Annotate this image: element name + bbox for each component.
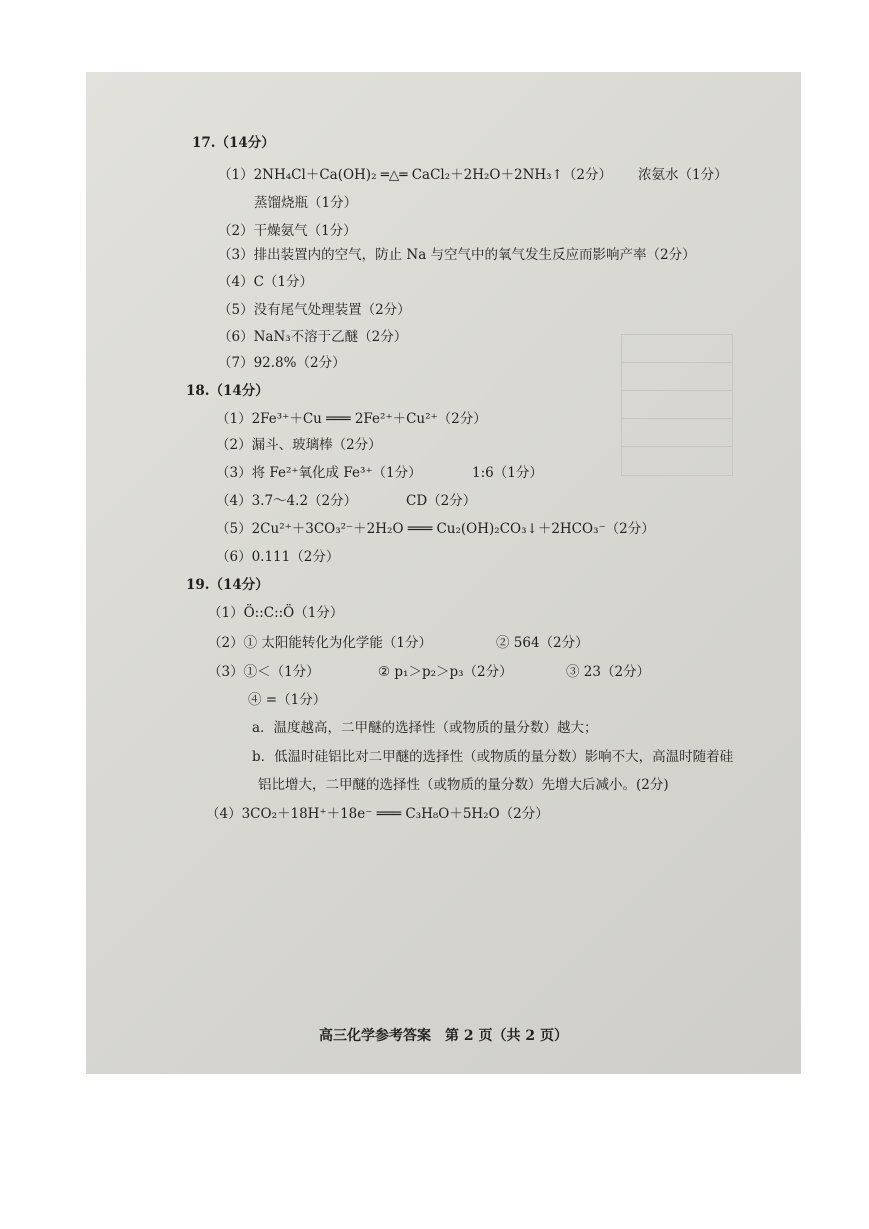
q18-line-1: （1）2Fe³⁺＋Cu ═══ 2Fe²⁺＋Cu²⁺（2分） xyxy=(216,411,487,427)
q18-line-3: （3）将 Fe²⁺氧化成 Fe³⁺（1分） xyxy=(216,465,422,481)
q17-line-3: （2）干燥氨气（1分） xyxy=(218,223,357,239)
q19-line-2b: ② 564（2分） xyxy=(496,635,589,651)
q18-line-4b: CD（2分） xyxy=(406,493,477,509)
q17-line-4: （3）排出装置内的空气，防止 Na 与空气中的氧气发生反应而影响产率（2分） xyxy=(218,247,696,263)
q19-line-3: （3）①＜（1分） xyxy=(208,664,320,680)
q17-line-7: （6）NaN₃不溶于乙醚（2分） xyxy=(218,329,408,345)
q19-line-5: （4）3CO₂＋18H⁺＋18e⁻ ═══ C₃H₈O＋5H₂O（2分） xyxy=(206,806,549,822)
q18-line-2: （2）漏斗、玻璃棒（2分） xyxy=(216,437,382,453)
q18-line-6: （6）0.111（2分） xyxy=(216,549,340,565)
q19-line-4: ④ =（1分） xyxy=(248,692,327,708)
q19-line-b2: 铝比增大，二甲醚的选择性（或物质的量分数）先增大后减小。(2分) xyxy=(258,777,669,793)
q17-title: 17.（14分） xyxy=(192,135,275,151)
bleed-through-text xyxy=(516,138,648,155)
q19-line-b1: b．低温时硅铝比对二甲醚的选择性（或物质的量分数）影响不大，高温时随着硅 xyxy=(252,749,734,765)
page-footer: 高三化学参考答案 第 2 页（共 2 页） xyxy=(319,1028,568,1044)
q18-line-3b: 1:6（1分） xyxy=(472,465,543,481)
q17-line-5: （4）C（1分） xyxy=(218,274,314,290)
q17-line-1b: 浓氨水（1分） xyxy=(638,167,728,183)
bleed-through-table xyxy=(621,334,733,476)
q17-line-6: （5）没有尾气处理装置（2分） xyxy=(218,302,411,318)
q19-line-2: （2）① 太阳能转化为化学能（1分） xyxy=(208,635,432,651)
q17-line-2: 蒸馏烧瓶（1分） xyxy=(254,195,358,211)
q17-line-8: （7）92.8%（2分） xyxy=(218,355,346,371)
q17-line-1: （1）2NH₄Cl＋Ca(OH)₂ ═△═ CaCl₂＋2H₂O＋2NH₃↑（2分） xyxy=(218,167,612,183)
q19-line-1: （1）Ö::C::Ö（1分） xyxy=(208,605,344,621)
q19-line-3b: ② p₁＞p₂＞p₃（2分） xyxy=(378,664,513,680)
scanned-page xyxy=(86,72,801,1074)
q18-line-4: （4）3.7～4.2（2分） xyxy=(216,493,358,509)
q19-line-3c: ③ 23（2分） xyxy=(566,664,651,680)
q19-title: 19.（14分） xyxy=(186,577,269,593)
q19-line-a: a．温度越高，二甲醚的选择性（或物质的量分数）越大； xyxy=(252,720,598,736)
q18-title: 18.（14分） xyxy=(186,383,269,399)
q18-line-5: （5）2Cu²⁺＋3CO₃²⁻＋2H₂O ═══ Cu₂(OH)₂CO₃↓＋2HCO₃⁻（2分） xyxy=(216,521,655,537)
